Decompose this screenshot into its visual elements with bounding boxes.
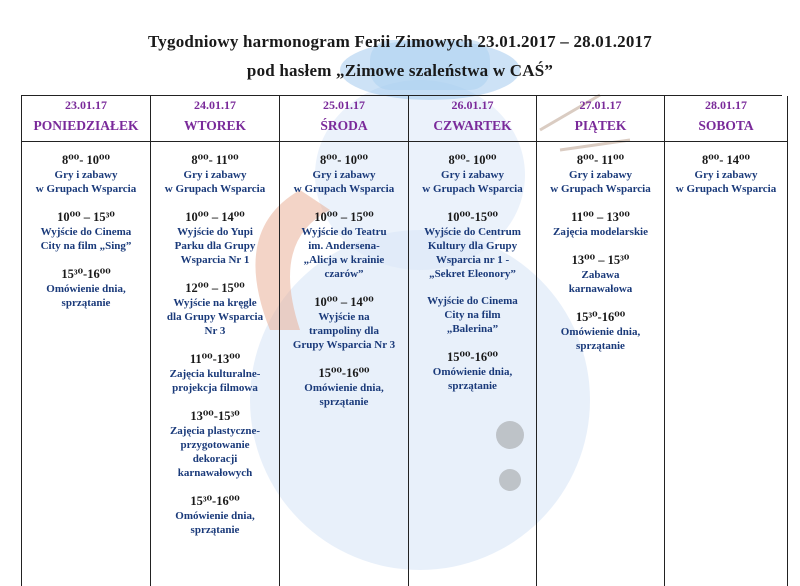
event-item — [22, 209, 150, 253]
day-header — [151, 96, 279, 142]
event-description: Zajęcia modelarskie — [552, 226, 648, 238]
day-name: PIĄTEK — [574, 118, 627, 133]
event-item — [665, 152, 787, 196]
day-column — [22, 96, 151, 586]
day-name: PONIEDZIAŁEK — [33, 118, 139, 133]
event-item — [22, 266, 150, 310]
event-description: Gry i zabawy w Grupach Wsparcia — [293, 169, 395, 195]
event-time: 8⁰⁰- 10⁰⁰ — [320, 153, 368, 167]
day-date: 24.01.17 — [194, 98, 236, 112]
event-time: 13⁰⁰-15³⁰ — [190, 409, 240, 423]
event-time: 8⁰⁰- 11⁰⁰ — [191, 153, 239, 167]
event-time: 15³⁰-16⁰⁰ — [61, 267, 111, 281]
day-column — [665, 96, 788, 586]
event-time: 10⁰⁰ – 15³⁰ — [57, 210, 115, 224]
event-item — [409, 209, 536, 281]
event-description: Wyjście do Teatru im. Andersena- „Alicja w krainie czarów” — [301, 226, 387, 280]
event-item — [409, 152, 536, 196]
event-description: Zajęcia kulturalne- projekcja filmowa — [169, 368, 261, 394]
event-description: Gry i zabawy w Grupach Wsparcia — [675, 169, 777, 195]
day-events — [280, 152, 408, 422]
day-date: 27.01.17 — [579, 98, 622, 112]
day-events — [22, 152, 150, 323]
schedule-subtitle: pod hasłem „Zimowe szaleństwa w CAŚ” — [246, 61, 554, 80]
event-time: 8⁰⁰- 14⁰⁰ — [702, 153, 750, 167]
event-description: Zabawa karnawałowa — [568, 269, 633, 295]
event-time: 12⁰⁰ – 15⁰⁰ — [185, 281, 245, 295]
schedule-title: Tygodniowy harmonogram Ferii Zimowych 23.01.2017 – 28.01.2017 — [148, 32, 652, 51]
event-item — [280, 152, 408, 196]
day-date: 28.01.17 — [705, 98, 747, 112]
event-item — [151, 280, 279, 338]
event-item — [151, 351, 279, 395]
event-item — [537, 252, 664, 296]
event-time: 10⁰⁰ – 14⁰⁰ — [314, 295, 374, 309]
event-item — [409, 294, 536, 336]
day-name: CZWARTEK — [433, 118, 512, 133]
event-description: Gry i zabawy w Grupach Wsparcia — [164, 169, 266, 195]
day-column — [537, 96, 665, 586]
event-item — [537, 209, 664, 239]
schedule-table — [21, 95, 782, 586]
event-time: 10⁰⁰ – 15⁰⁰ — [314, 210, 374, 224]
event-time: 11⁰⁰ – 13⁰⁰ — [571, 210, 630, 224]
day-events — [665, 152, 787, 209]
day-name: WTOREK — [183, 118, 246, 133]
event-time: 10⁰⁰-15⁰⁰ — [446, 210, 499, 224]
event-item — [151, 152, 279, 196]
event-description: Omówienie dnia, sprzątanie — [46, 283, 126, 309]
event-time: 15³⁰-16⁰⁰ — [190, 494, 240, 508]
event-item — [280, 209, 408, 281]
event-description: Omówienie dnia, sprzątanie — [304, 382, 384, 408]
event-item — [280, 365, 408, 409]
day-date: 23.01.17 — [65, 98, 107, 112]
event-description: Gry i zabawy w Grupach Wsparcia — [35, 169, 137, 195]
day-header — [409, 96, 536, 142]
event-time: 8⁰⁰- 11⁰⁰ — [576, 153, 625, 167]
day-date: 26.01.17 — [451, 98, 494, 112]
day-header — [537, 96, 664, 142]
event-description: Wyjście na kręgle dla Grupy Wsparcia Nr 3 — [166, 297, 264, 337]
day-header — [665, 96, 787, 142]
event-item — [151, 209, 279, 267]
event-time: 15⁰⁰-16⁰⁰ — [318, 366, 370, 380]
event-item — [280, 294, 408, 352]
day-date: 25.01.17 — [323, 98, 365, 112]
day-column — [151, 96, 280, 586]
day-header — [22, 96, 150, 142]
event-description: Omówienie dnia, sprzątanie — [432, 366, 513, 392]
event-item — [22, 152, 150, 196]
event-time: 8⁰⁰- 10⁰⁰ — [448, 153, 497, 167]
event-time: 10⁰⁰ – 14⁰⁰ — [185, 210, 245, 224]
event-item — [151, 493, 279, 537]
event-description: Zajęcia plastyczne- przygotowanie dekoracji karnawałowych — [169, 425, 261, 479]
event-description: Gry i zabawy w Grupach Wsparcia — [422, 169, 523, 195]
event-item — [409, 349, 536, 393]
event-description: Omówienie dnia, sprzątanie — [560, 326, 641, 352]
event-description: Wyjście do Cinema City na film „Balerina” — [427, 295, 518, 335]
event-time: 11⁰⁰-13⁰⁰ — [189, 352, 241, 366]
day-name: SOBOTA — [698, 118, 754, 133]
event-description: Gry i zabawy w Grupach Wsparcia — [550, 169, 651, 195]
day-events — [409, 152, 536, 406]
day-header — [280, 96, 408, 142]
day-events — [151, 152, 279, 550]
day-column — [280, 96, 409, 586]
event-item — [537, 309, 664, 353]
event-time: 15³⁰-16⁰⁰ — [575, 310, 626, 324]
event-item — [537, 152, 664, 196]
event-time: 15⁰⁰-16⁰⁰ — [446, 350, 499, 364]
event-item — [151, 408, 279, 480]
day-name: ŚRODA — [320, 118, 368, 133]
event-description: Wyjście do Yupi Parku dla Grupy Wsparcia Nr 1 — [174, 226, 256, 266]
day-events — [537, 152, 664, 366]
event-time: 8⁰⁰- 10⁰⁰ — [62, 153, 110, 167]
event-description: Omówienie dnia, sprzątanie — [175, 510, 255, 536]
event-description: Wyjście do Centrum Kultury dla Grupy Wsparcia nr 1 - „Sekret Eleonory” — [424, 226, 521, 280]
day-column — [409, 96, 537, 586]
event-description: Wyjście do Cinema City na film „Sing” — [40, 226, 132, 252]
event-description: Wyjście na trampoliny dla Grupy Wsparcia Nr 3 — [292, 311, 396, 351]
event-time: 13⁰⁰ – 15³⁰ — [571, 253, 630, 267]
